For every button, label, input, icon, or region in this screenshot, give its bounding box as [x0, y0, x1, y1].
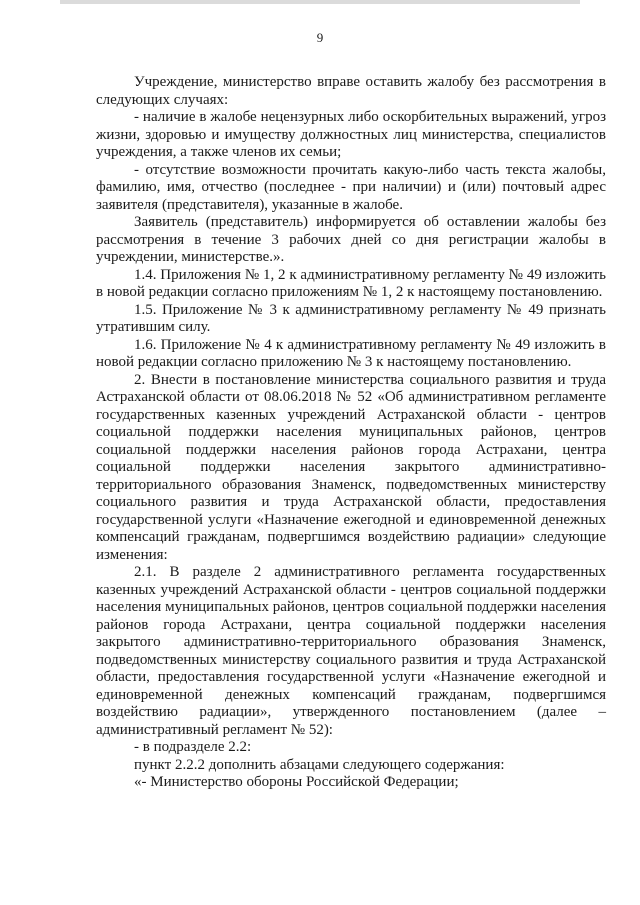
document-body [96, 74, 606, 792]
paragraph-2: 2. Внести в постановление министерства социального развития и труда Астраханской области от 08.06.2018 № 52 «Об административном регламенте государственных казенных учреждений Астраханской области - центров социальной поддержки населения муниципальных районов, центров социальной поддержки населения районов города Астрахани, центра социальной поддержки населения закрытого административно-территориального образования Знаменск, подведомственных министерству социального развития и труда Астраханской области, предоставления государственной услуги «Назначение ежегодной и единовременной денежных компенсаций гражданам, подвергшимся воздействию радиации» следующие изменения: [96, 371, 606, 563]
paragraph-1-4: 1.4. Приложения № 1, 2 к административному регламенту № 49 изложить в новой редакции согласно приложениям № 1, 2 к настоящему постановлению. [96, 266, 606, 300]
paragraph-1-5: 1.5. Приложение № 3 к административному регламенту № 49 признать утратившим силу. [96, 301, 606, 335]
paragraph-unreadable-text: - отсутствие возможности прочитать какую-либо часть текста жалобы, фамилию, имя, отчество (последнее - при наличии) и (или) почтовый адрес заявителя (представителя), указанные в жалобе. [96, 161, 606, 213]
paragraph-1-6: 1.6. Приложение № 4 к административному регламенту № 49 изложить в новой редакции согласно приложению № 3 к настоящему постановлению. [96, 336, 606, 370]
paragraph-complaint-grounds: Учреждение, министерство вправе оставить жалобу без рассмотрения в следующих случаях: [96, 74, 606, 108]
paragraph-2-1: 2.1. В разделе 2 административного регламента государственных казенных учреждений Астраханской области - центров социальной поддержки населения муниципальных районов, центров социальной поддержки населения районов города Астрахани, центра социальной поддержки населения закрытого административно-территориального образования Знаменск, подведомственных министерству социального развития и труда Астраханской области, предоставления государственной услуги «Назначение ежегодной и единовременной денежных компенсаций гражданам, подвергшимся воздействию радиации», утвержденного постановлением (далее – административный регламент № 52): [96, 564, 606, 738]
paragraph-applicant-notice: Заявитель (представитель) информируется об оставлении жалобы без рассмотрения в течение 3 рабочих дней со дня регистрации жалобы в учреждении, министерстве.». [96, 214, 606, 265]
paragraph-obscene-language: - наличие в жалобе нецензурных либо оскорбительных выражений, угроз жизни, здоровью и имуществу должностных лиц министерства, специалистов учреждения, а также членов их семьи; [96, 109, 606, 160]
paragraph-subsection-2-2: - в подразделе 2.2: [134, 739, 252, 755]
scan-edge-mark [60, 0, 580, 4]
paragraph-ministry-of-defense: «- Министерство обороны Российской Федерации; [134, 774, 459, 790]
page-number: 9 [316, 30, 324, 45]
paragraph-item-2-2-2: пункт 2.2.2 дополнить абзацами следующего содержания: [134, 756, 505, 773]
